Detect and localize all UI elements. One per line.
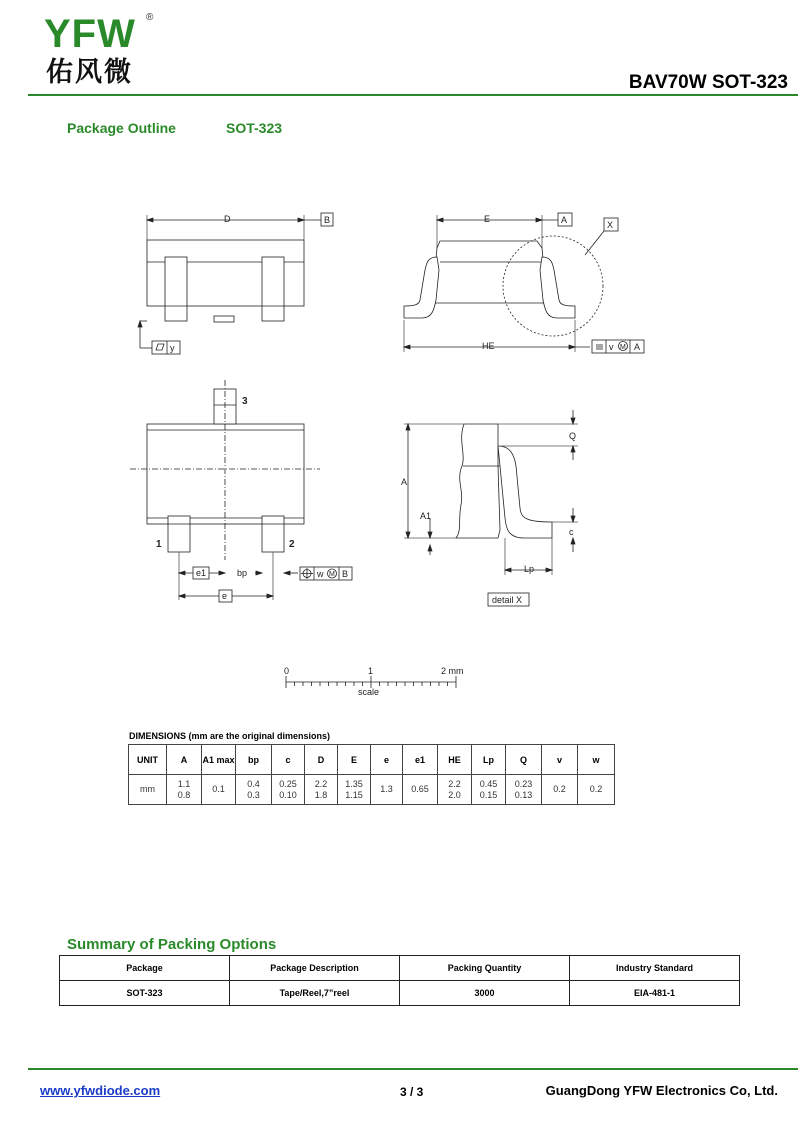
dim-q-label: Q bbox=[569, 431, 577, 441]
dim-c-label: c bbox=[569, 527, 574, 537]
company-logo: YFW bbox=[44, 12, 136, 56]
dim-header: A bbox=[167, 745, 202, 775]
tol-m-label: M bbox=[620, 344, 626, 351]
dim-e1-label: e1 bbox=[196, 568, 207, 578]
dim-header: bp bbox=[236, 745, 272, 775]
dim-cell: 2.2 2.0 bbox=[438, 775, 472, 805]
packing-header: Package bbox=[60, 956, 230, 981]
top-view bbox=[138, 213, 333, 354]
dim-e-label: E bbox=[484, 214, 491, 224]
section-package: SOT-323 bbox=[226, 120, 283, 136]
dim-lp-label: Lp bbox=[524, 564, 535, 574]
datum-b-label: B bbox=[324, 215, 331, 225]
dim-header: UNIT bbox=[129, 745, 167, 775]
dim-cell: 0.2 bbox=[578, 775, 615, 805]
page-title: BAV70W SOT-323 bbox=[628, 72, 788, 93]
packing-header: Packing Quantity bbox=[400, 956, 570, 981]
dim-cell: 0.4 0.3 bbox=[236, 775, 272, 805]
dim-e-pitch-label: e bbox=[222, 591, 228, 601]
section-title: Package Outline bbox=[67, 120, 176, 136]
footer-divider bbox=[28, 1068, 798, 1070]
dim-header: HE bbox=[438, 745, 472, 775]
tol-b-label: B bbox=[342, 569, 349, 579]
dim-a1-label: A1 bbox=[420, 511, 432, 521]
detail-x-marker: X bbox=[607, 220, 614, 230]
pin-1-label: 1 bbox=[156, 539, 162, 550]
dim-he-label: HE bbox=[482, 341, 495, 351]
scale-tick-1: 1 bbox=[368, 666, 374, 676]
side-view bbox=[404, 213, 644, 353]
packing-cell: SOT-323 bbox=[60, 981, 230, 1006]
dim-bp-label: bp bbox=[237, 568, 248, 578]
packing-cell: EIA-481-1 bbox=[570, 981, 740, 1006]
dim-header: Q bbox=[506, 745, 542, 775]
dim-header: e bbox=[371, 745, 403, 775]
packing-table bbox=[59, 955, 740, 1006]
dim-cell: 0.45 0.15 bbox=[472, 775, 506, 805]
dim-unit: mm bbox=[129, 775, 167, 805]
dim-header: D bbox=[305, 745, 338, 775]
detail-x-view bbox=[401, 410, 578, 606]
dim-cell: 1.3 bbox=[371, 775, 403, 805]
dim-header: e1 bbox=[403, 745, 438, 775]
dimensions-row bbox=[129, 775, 615, 805]
tol-v-label: v bbox=[609, 342, 614, 352]
tol-a-label: A bbox=[634, 342, 641, 352]
detail-x-label: detail X bbox=[492, 595, 523, 605]
dim-cell: 0.2 bbox=[542, 775, 578, 805]
dim-header: A1 max bbox=[202, 745, 236, 775]
tol-y-label: y bbox=[170, 343, 175, 353]
dimensions-caption: DIMENSIONS (mm are the original dimensions) bbox=[129, 731, 331, 741]
packing-cell: 3000 bbox=[400, 981, 570, 1006]
dim-a-label: A bbox=[401, 477, 408, 487]
datum-a-label: A bbox=[561, 215, 568, 225]
scale-tick-0: 0 bbox=[284, 666, 290, 676]
scale-caption: scale bbox=[358, 687, 380, 697]
dim-cell: 1.35 1.15 bbox=[338, 775, 371, 805]
pin-view bbox=[130, 380, 352, 602]
dim-header: E bbox=[338, 745, 371, 775]
dimensions-header-row bbox=[129, 745, 615, 775]
dim-cell: 0.23 0.13 bbox=[506, 775, 542, 805]
packing-header: Industry Standard bbox=[570, 956, 740, 981]
packing-header-row bbox=[60, 956, 740, 981]
dim-cell: 0.65 bbox=[403, 775, 438, 805]
dim-cell: 0.25 0.10 bbox=[272, 775, 305, 805]
company-name: GuangDong YFW Electronics Co, Ltd. bbox=[545, 1083, 778, 1098]
page-number: 3 / 3 bbox=[400, 1085, 424, 1099]
scale-tick-2: 2 mm bbox=[441, 666, 464, 676]
dim-cell: 0.1 bbox=[202, 775, 236, 805]
dim-header: v bbox=[542, 745, 578, 775]
packing-row bbox=[60, 981, 740, 1006]
dim-cell: 2.2 1.8 bbox=[305, 775, 338, 805]
scale-bar bbox=[284, 666, 464, 697]
tol-w-label: w bbox=[317, 569, 324, 579]
website-link[interactable]: www.yfwdiode.com bbox=[40, 1083, 161, 1098]
dim-header: w bbox=[578, 745, 615, 775]
dimensions-table bbox=[128, 744, 615, 805]
tol-m2-label: M bbox=[329, 571, 335, 578]
packing-header: Package Description bbox=[230, 956, 400, 981]
dim-cell: 1.1 0.8 bbox=[167, 775, 202, 805]
packing-cell: Tape/Reel,7”reel bbox=[230, 981, 400, 1006]
dim-d-label: D bbox=[224, 214, 231, 224]
dim-header: c bbox=[272, 745, 305, 775]
packing-title: Summary of Packing Options bbox=[67, 936, 277, 953]
logo-chinese-name: 佑风微 bbox=[46, 57, 133, 88]
dim-header: Lp bbox=[472, 745, 506, 775]
pin-3-label: 3 bbox=[242, 396, 248, 407]
pin-2-label: 2 bbox=[289, 539, 295, 550]
registered-mark: ® bbox=[146, 12, 154, 23]
